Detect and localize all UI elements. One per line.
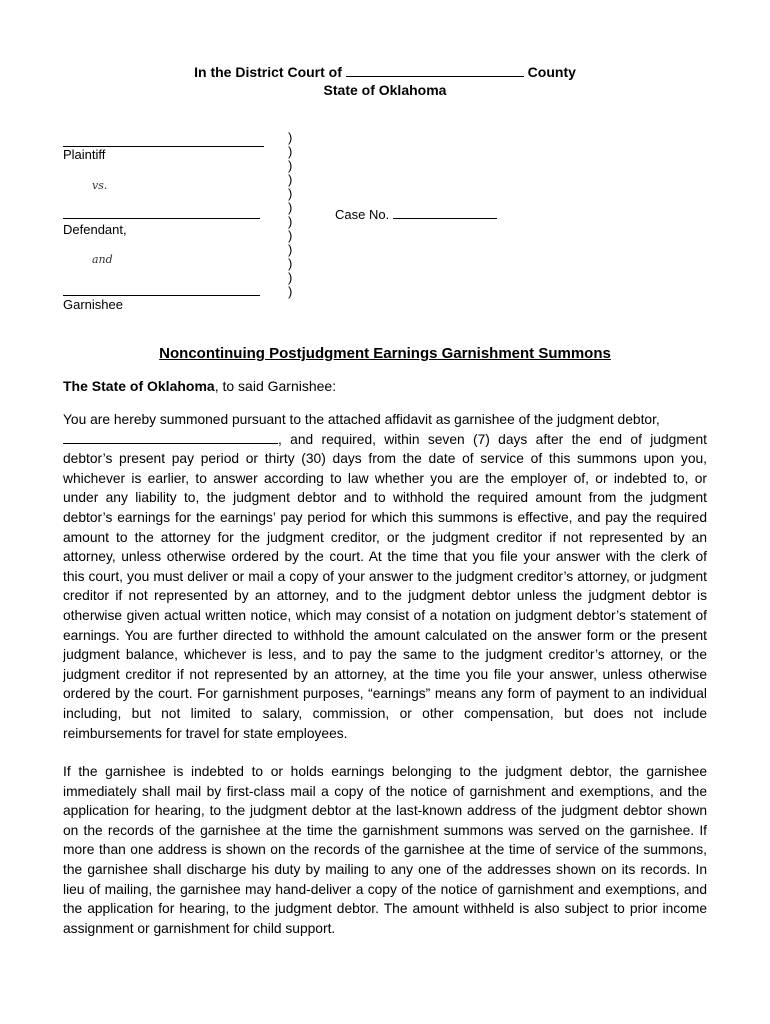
text-line: assignment or garnishment for child support.	[63, 920, 336, 936]
salutation	[63, 378, 336, 394]
text-line: this court, you must deliver or mail a copy of your answer to the judgment creditor’s attorney, or judgment	[63, 568, 707, 584]
text-line: debtor’s earnings for the earnings’ pay period for which this summons is effective, and pay the required	[63, 509, 707, 525]
paren: )	[288, 228, 293, 243]
and-label: and	[92, 253, 113, 266]
text-line: more than one address is shown on the records of the garnishee at the time of service of the summons,	[63, 842, 707, 858]
text-line: debtor’s present pay period or thirty (30) days from the date of service of this summons upon you,	[63, 451, 707, 467]
text-line: creditor if not represented by an attorney, and to the judgment debtor unless the judgment debtor is	[63, 588, 707, 604]
text-line: attorney, unless otherwise ordered by the court. At the time that you file your answer with the clerk of	[63, 549, 707, 565]
text-line: immediately shall mail by first-class mail a copy of the notice of garnishment and exemptions, and the	[63, 783, 707, 799]
salutation-rest: , to said Garnishee:	[214, 378, 337, 394]
paren: )	[288, 242, 293, 257]
paren: )	[288, 270, 293, 285]
text-line: reimbursements for travel for state employees.	[63, 725, 348, 741]
text-line	[63, 430, 707, 450]
court-prefix: In the District Court of	[194, 64, 342, 80]
text-line: including, but not limited to salary, commission, or other compensation, but does not include	[63, 705, 707, 721]
text-line: lieu of mailing, the garnishee may hand-deliver a copy of the notice of garnishment and exemptions, and	[63, 881, 707, 897]
text-line: application for hearing, to the judgment debtor at the last-known address of the judgment debtor shown	[63, 803, 707, 819]
paren: )	[288, 186, 293, 201]
paren: )	[288, 284, 293, 299]
paren: )	[288, 158, 293, 173]
case-number	[335, 207, 497, 222]
court-heading	[0, 64, 770, 80]
plaintiff-label: Plaintiff	[63, 147, 106, 162]
text-line: on the records of the garnishee at the time the garnishment summons was served on the garnishee. If	[63, 822, 707, 838]
judgment-debtor-blank[interactable]	[63, 443, 278, 444]
defendant-blank[interactable]	[63, 218, 260, 219]
state-heading: State of Oklahoma	[323, 82, 447, 98]
text-line: earnings. You are further directed to withhold the amount calculated on the answer form or the present	[63, 627, 707, 643]
text-line: under any liability to, the judgment debtor and to withhold the required amount from the judgment	[63, 490, 707, 506]
paragraph-1	[63, 410, 707, 743]
paren: )	[288, 214, 293, 229]
text-line: If the garnishee is indebted to or holds earnings belonging to the judgment debtor, the garnishee	[63, 764, 707, 779]
text-line: ordered by the court. For garnishment purposes, “earnings” means any form of payment to an individual	[63, 686, 707, 702]
case-no-label: Case No.	[335, 207, 390, 222]
text-line: otherwise given actual written notice, which may consist of a notation on judgment debtor’s statement of	[63, 607, 707, 623]
text-line: whichever is earlier, to answer according to law whether you are the employer of, or indebted to, or	[63, 470, 707, 486]
text-line: judgment creditor if not represented by an attorney, at the time you file your answer, unless otherwise	[63, 666, 707, 682]
paragraph-2	[63, 762, 707, 938]
text-line-rest: , and required, within seven (7) days after the end of judgment	[278, 431, 707, 447]
paren: )	[288, 130, 293, 145]
paren: )	[288, 144, 293, 159]
court-suffix: County	[527, 64, 576, 80]
defendant-label: Defendant,	[63, 222, 127, 237]
text-line: judgment balance, whichever is less, and to pay the same to the judgment creditor’s attorney, or the	[63, 647, 707, 663]
paren: )	[288, 256, 293, 271]
text-line: You are hereby summoned pursuant to the attached affidavit as garnishee of the judgment debtor,	[63, 412, 660, 427]
paren: )	[288, 200, 293, 215]
document-title: Noncontinuing Postjudgment Earnings Garnishment Summons	[159, 345, 611, 362]
paren: )	[288, 172, 293, 187]
county-blank[interactable]	[346, 76, 524, 77]
garnishee-blank[interactable]	[63, 295, 260, 296]
text-line: amount to the attorney for the judgment creditor, or the judgment creditor if not represented by an	[63, 529, 707, 545]
text-line: the garnishee shall discharge his duty by mailing to any one of the addresses shown on its records. In	[63, 861, 707, 877]
garnishee-label: Garnishee	[63, 297, 123, 312]
text-line: the application for hearing, to the judgment debtor. The amount withheld is also subject to prior income	[63, 901, 707, 917]
vs-label: vs.	[92, 179, 108, 192]
caption-parens	[288, 131, 292, 299]
salutation-bold: The State of Oklahoma	[63, 378, 215, 394]
case-no-blank[interactable]	[393, 218, 497, 219]
